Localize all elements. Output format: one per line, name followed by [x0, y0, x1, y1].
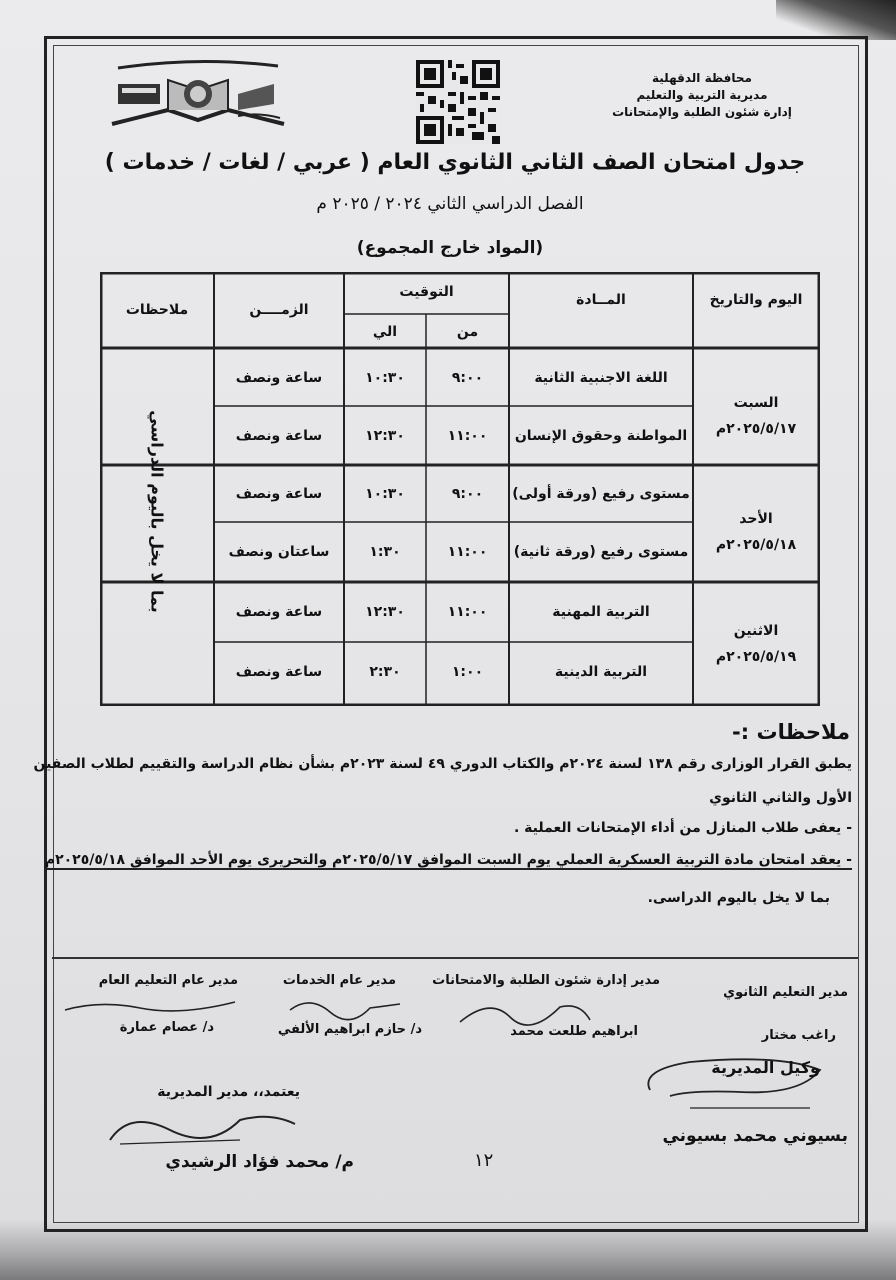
time-to-cell: ١٢:٣٠: [365, 604, 405, 620]
duration-cell: ساعة ونصف: [235, 604, 323, 620]
signature-name-general: د/ عصام عمارة: [119, 1020, 214, 1035]
signature-name-services: د/ حازم ابراهيم الألفي: [277, 1022, 422, 1037]
subject-cell: التربية الدينية: [554, 664, 648, 680]
notes-title: ملاحظات :-: [732, 720, 850, 744]
notes-merged-cell: بما لا يخل باليوم الدراسي: [147, 410, 167, 613]
header-duration: الزمــــن: [249, 302, 309, 318]
signature-general-icon: [60, 990, 240, 1020]
time-to-cell: ١:٣٠: [369, 544, 401, 560]
time-from-cell: ١:٠٠: [451, 664, 484, 680]
day-date: ٢٠٢٥/٥/١٨م: [715, 537, 797, 553]
divider: [52, 957, 858, 959]
signature-name-director: م/ محمد فؤاد الرشيدي: [165, 1152, 354, 1172]
note-line: بما لا يخل باليوم الدراسى.: [647, 890, 830, 906]
time-to-cell: ١٢:٣٠: [365, 428, 405, 444]
signature-director-icon: [100, 1100, 300, 1150]
time-to-cell: ٢:٣٠: [369, 664, 401, 680]
day-cell: [693, 618, 819, 670]
time-to-cell: ١٠:٣٠: [365, 370, 405, 386]
note-line: الأول والثاني الثانوي: [709, 790, 852, 806]
scan-shadow: [776, 0, 896, 40]
qr-code-icon: [416, 60, 500, 144]
subject-cell: المواطنة وحقوق الإنسان: [514, 428, 688, 444]
signature-title-secondary: مدير التعليم الثانوي: [723, 985, 848, 1000]
day-cell: [693, 390, 819, 442]
signature-title-services: مدير عام الخدمات: [282, 973, 396, 988]
page-number: ١٢: [474, 1150, 494, 1171]
ministry-logo-icon: [108, 54, 288, 130]
term-subtitle: الفصل الدراسي الثاني ٢٠٢٤ / ٢٠٢٥ م: [316, 194, 584, 214]
time-from-cell: ١١:٠٠: [447, 604, 488, 620]
duration-cell: ساعة ونصف: [235, 370, 323, 386]
header-notes: ملاحظات: [125, 302, 189, 318]
subject-cell: مستوى رفيع (ورقة أولى): [512, 486, 690, 502]
header-day-date: اليوم والتاريخ: [709, 292, 803, 308]
signature-name-secondary: راغب مختار: [761, 1028, 836, 1043]
header-authority: [602, 70, 802, 121]
day-name: السبت: [733, 395, 779, 411]
time-from-cell: ٩:٠٠: [451, 486, 484, 502]
header-timing: التوقيت: [399, 284, 454, 300]
duration-cell: ساعة ونصف: [235, 428, 323, 444]
signature-title-students: مدير إدارة شئون الطلبة والامتحانات: [432, 973, 660, 988]
approval-label: يعتمد،، مدير المديرية: [157, 1084, 300, 1100]
note-line: - يعقد امتحان مادة التربية العسكرية العملي يوم السبت الموافق ٢٠٢٥/٥/١٧م والتحريرى يوم الأحد الموافق ٢٠٢٥/٥/١٨م: [44, 852, 852, 868]
signature-name-students: ابراهيم طلعت محمد: [510, 1024, 638, 1039]
subject-cell: مستوى رفيع (ورقة ثانية): [513, 544, 689, 560]
duration-cell: ساعتان ونصف: [228, 544, 330, 560]
header-subject: المــادة: [576, 292, 626, 308]
time-from-cell: ٩:٠٠: [451, 370, 484, 386]
time-from-cell: ١١:٠٠: [447, 428, 488, 444]
duration-cell: ساعة ونصف: [235, 664, 323, 680]
subject-cell: التربية المهنية: [552, 604, 650, 620]
note-line: يطبق القرار الوزارى رقم ١٣٨ لسنة ٢٠٢٤م والكتاب الدوري ٤٩ لسنة ٢٠٢٣م بشأن نظام الدراسة والتقييم لطلاب الصفين: [33, 756, 852, 772]
day-name: الاثنين: [733, 623, 779, 639]
header-to: الي: [372, 324, 398, 340]
note-line: - يعفى طلاب المنازل من أداء الإمتحانات العملية .: [513, 820, 852, 836]
header-from: من: [456, 324, 479, 340]
signature-title-general: مدير عام التعليم العام: [98, 973, 238, 988]
governorate-label: محافظة الدقهلية: [652, 71, 752, 85]
duration-cell: ساعة ونصف: [235, 486, 323, 502]
signature-title-deputy: وكيل المديرية: [711, 1058, 820, 1077]
page-title: جدول امتحان الصف الثاني الثانوي العام ( عربي / لغات / خدمات ): [104, 150, 806, 175]
section-title: (المواد خارج المجموع): [356, 238, 544, 258]
signature-name-deputy: بسيوني محمد بسيوني: [662, 1126, 848, 1146]
time-from-cell: ١١:٠٠: [447, 544, 488, 560]
exam-schedule-table: [100, 272, 820, 706]
day-cell: [693, 506, 819, 558]
directorate-label: مديرية التربية والتعليم: [636, 88, 768, 102]
administration-label: إدارة شئون الطلبة والإمتحانات: [612, 105, 792, 119]
subject-cell: اللغة الاجنبية الثانية: [534, 370, 668, 386]
time-to-cell: ١٠:٣٠: [365, 486, 405, 502]
day-date: ٢٠٢٥/٥/١٩م: [715, 649, 797, 665]
day-name: الأحد: [739, 511, 773, 527]
day-date: ٢٠٢٥/٥/١٧م: [715, 421, 797, 437]
